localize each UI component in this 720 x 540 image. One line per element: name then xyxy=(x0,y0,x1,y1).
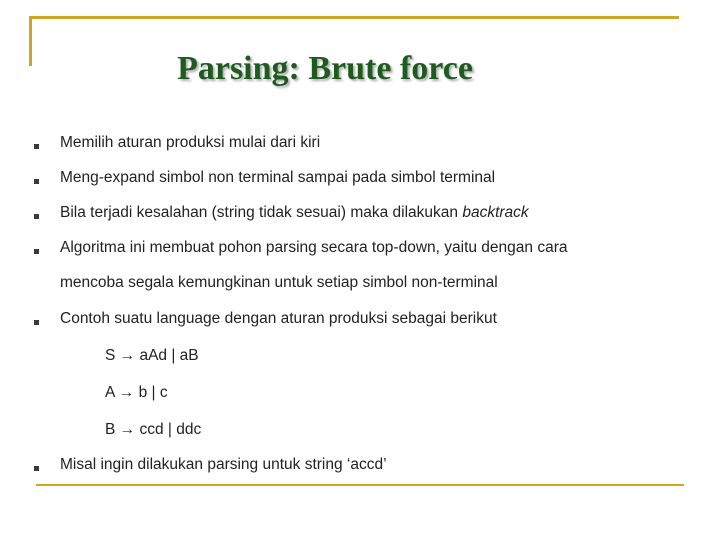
slide-title: Parsing: Brute force xyxy=(177,50,473,87)
bullet-text-3-main: Bila terjadi kesalahan (string tidak sesuai) maka dilakukan xyxy=(60,204,463,221)
bullet-text-1: Memilih aturan produksi mulai dari kiri xyxy=(60,134,321,151)
bullet-text-3 xyxy=(60,204,529,222)
bullet-text-4-line1: Algoritma ini membuat pohon parsing secara top-down, yaitu dengan cara xyxy=(60,239,568,256)
frame-top-border xyxy=(29,16,679,19)
bullet-marker xyxy=(34,466,39,471)
frame-bottom-border xyxy=(36,484,684,486)
bullet-text-3-italic: backtrack xyxy=(462,204,529,221)
bullet-marker xyxy=(34,144,39,149)
production-rule-a: A → b | c xyxy=(105,384,168,401)
bullet-marker xyxy=(34,214,39,219)
bullet-text-5: Contoh suatu language dengan aturan produksi sebagai berikut xyxy=(60,310,497,327)
bullet-text-2: Meng-expand simbol non terminal sampai pada simbol terminal xyxy=(60,169,496,186)
bullet-marker xyxy=(34,320,39,325)
bullet-marker xyxy=(34,249,39,254)
bullet-text-6: Misal ingin dilakukan parsing untuk string ‘accd’ xyxy=(60,456,387,473)
production-rule-b: B → ccd | ddc xyxy=(105,421,202,438)
bullet-text-4-line2: mencoba segala kemungkinan untuk setiap simbol non-terminal xyxy=(60,274,498,291)
bullet-marker xyxy=(34,179,39,184)
production-rule-s: S → aAd | aB xyxy=(105,347,199,364)
